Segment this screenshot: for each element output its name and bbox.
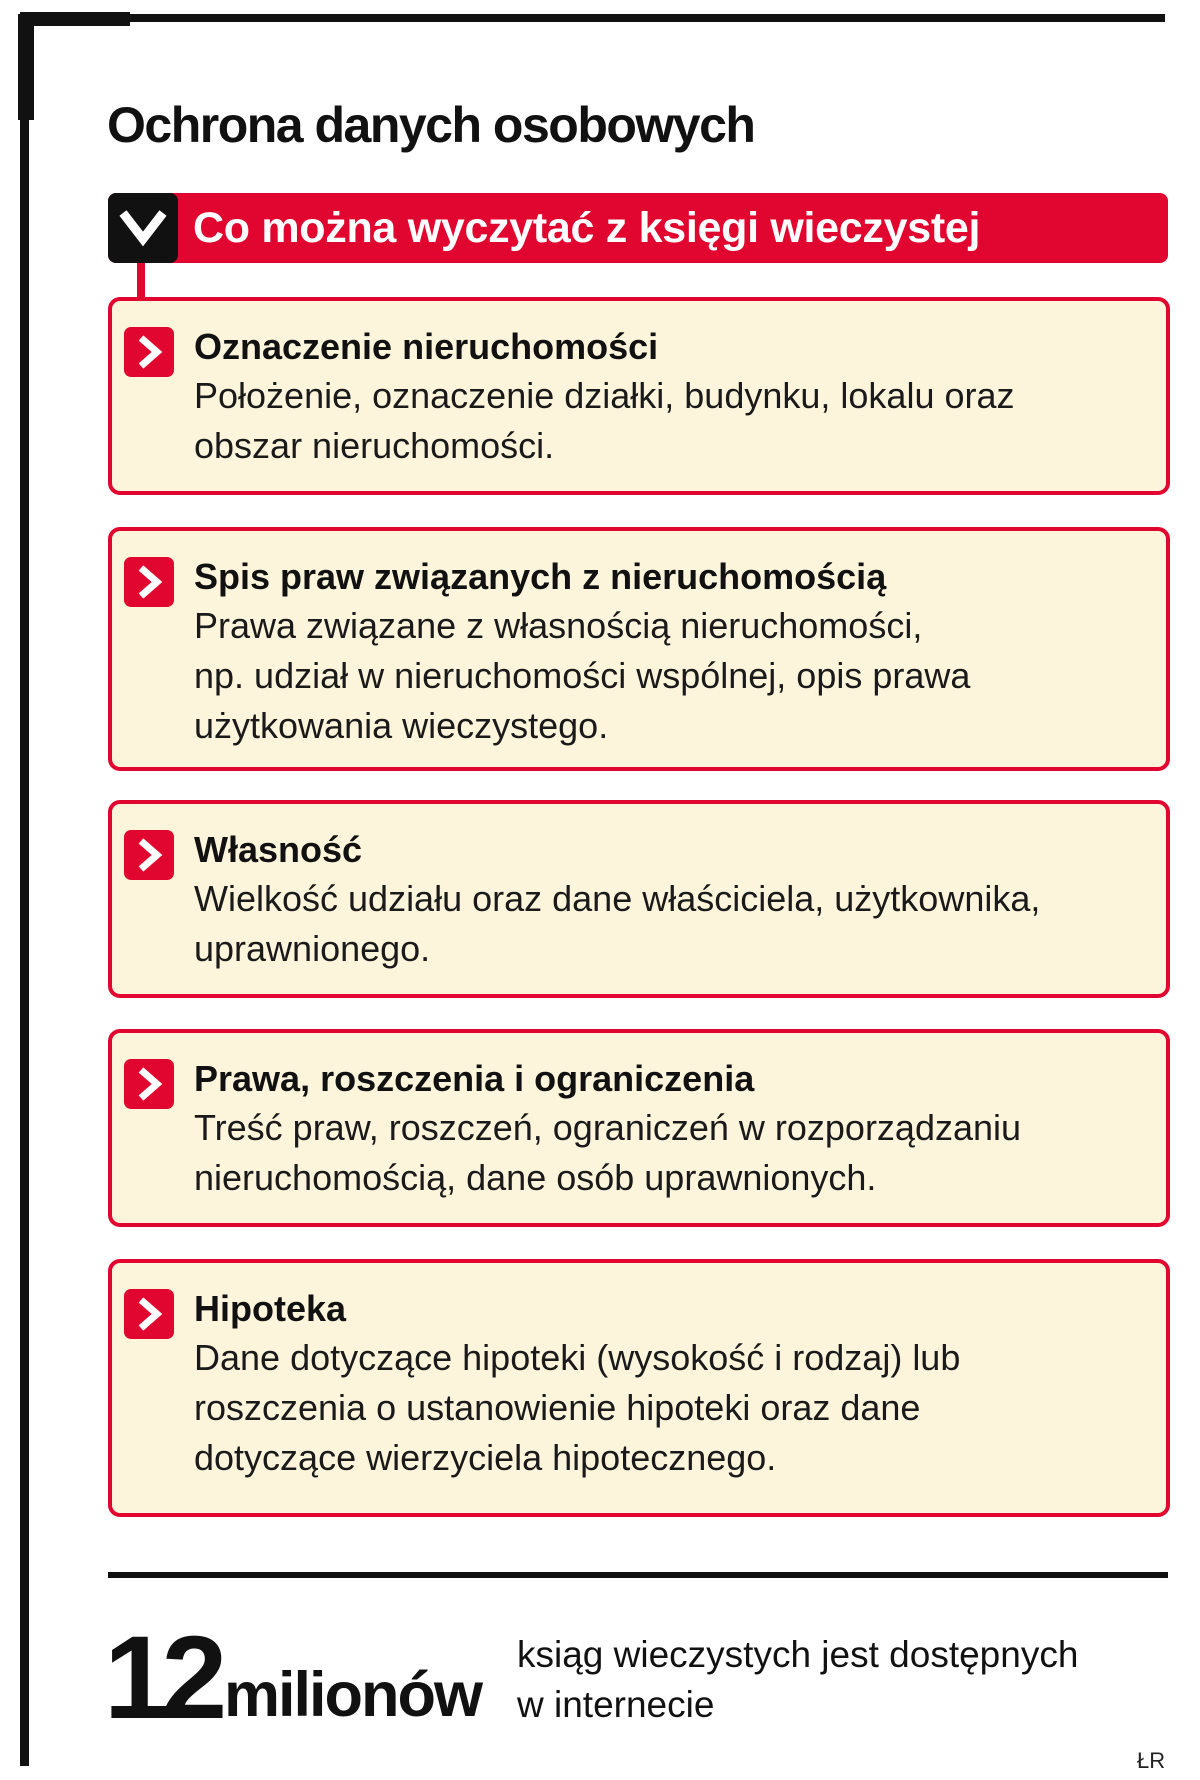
info-card-oznaczenie bbox=[108, 297, 1170, 495]
card-title: Prawa, roszczenia i ograniczenia bbox=[194, 1058, 755, 1099]
stat-description: ksiąg wieczystych jest dostępnych w internecie bbox=[517, 1634, 1079, 1725]
card-body: Położenie, oznaczenie działki, budynku, lokalu oraz obszar nieruchomości. bbox=[194, 375, 1015, 466]
card-body: Prawa związane z własnością nieruchomości, np. udział w nieruchomości wspólnej, opis prawa użytkowania wieczystego. bbox=[194, 605, 971, 746]
chevron-right-icon bbox=[124, 1289, 174, 1339]
card-title: Własność bbox=[194, 829, 363, 870]
info-card-hipoteka bbox=[108, 1259, 1170, 1517]
banner-connector bbox=[137, 263, 145, 297]
card-title: Oznaczenie nieruchomości bbox=[194, 326, 659, 367]
section-banner-label: Co można wyczytać z księgi wieczystej bbox=[193, 204, 981, 252]
chevron-right-icon bbox=[124, 327, 174, 377]
stat-number: 12 bbox=[104, 1612, 220, 1744]
stat-unit: milionów bbox=[224, 1660, 481, 1730]
frame-left-corner bbox=[18, 14, 34, 120]
info-card-spis-praw bbox=[108, 527, 1170, 771]
card-title: Spis praw związanych z nieruchomością bbox=[194, 556, 887, 597]
card-body: Dane dotyczące hipoteki (wysokość i rodzaj) lub roszczenia o ustanowienie hipoteki oraz dane dotyczące wierzyciela hipotecznego. bbox=[194, 1337, 961, 1478]
chevron-right-icon bbox=[124, 830, 174, 880]
chevron-right-icon bbox=[124, 1059, 174, 1109]
frame-top-rule bbox=[20, 14, 1165, 22]
page-title: Ochrona danych osobowych bbox=[107, 97, 755, 153]
chevron-down-icon bbox=[108, 193, 178, 263]
card-title: Hipoteka bbox=[194, 1288, 347, 1329]
info-card-wlasnosc bbox=[108, 800, 1170, 998]
card-body: Wielkość udziału oraz dane właściciela, użytkownika, uprawnionego. bbox=[194, 878, 1041, 969]
card-body: Treść praw, roszczeń, ograniczeń w rozporządzaniu nieruchomością, dane osób uprawnionych. bbox=[194, 1107, 1022, 1198]
stat-divider bbox=[108, 1572, 1168, 1578]
frame-left-rule bbox=[20, 14, 29, 1766]
chevron-right-icon bbox=[124, 557, 174, 607]
author-credit: ŁR bbox=[1137, 1748, 1166, 1773]
info-card-prawa-roszczenia bbox=[108, 1029, 1170, 1227]
frame-top-corner bbox=[20, 12, 130, 26]
